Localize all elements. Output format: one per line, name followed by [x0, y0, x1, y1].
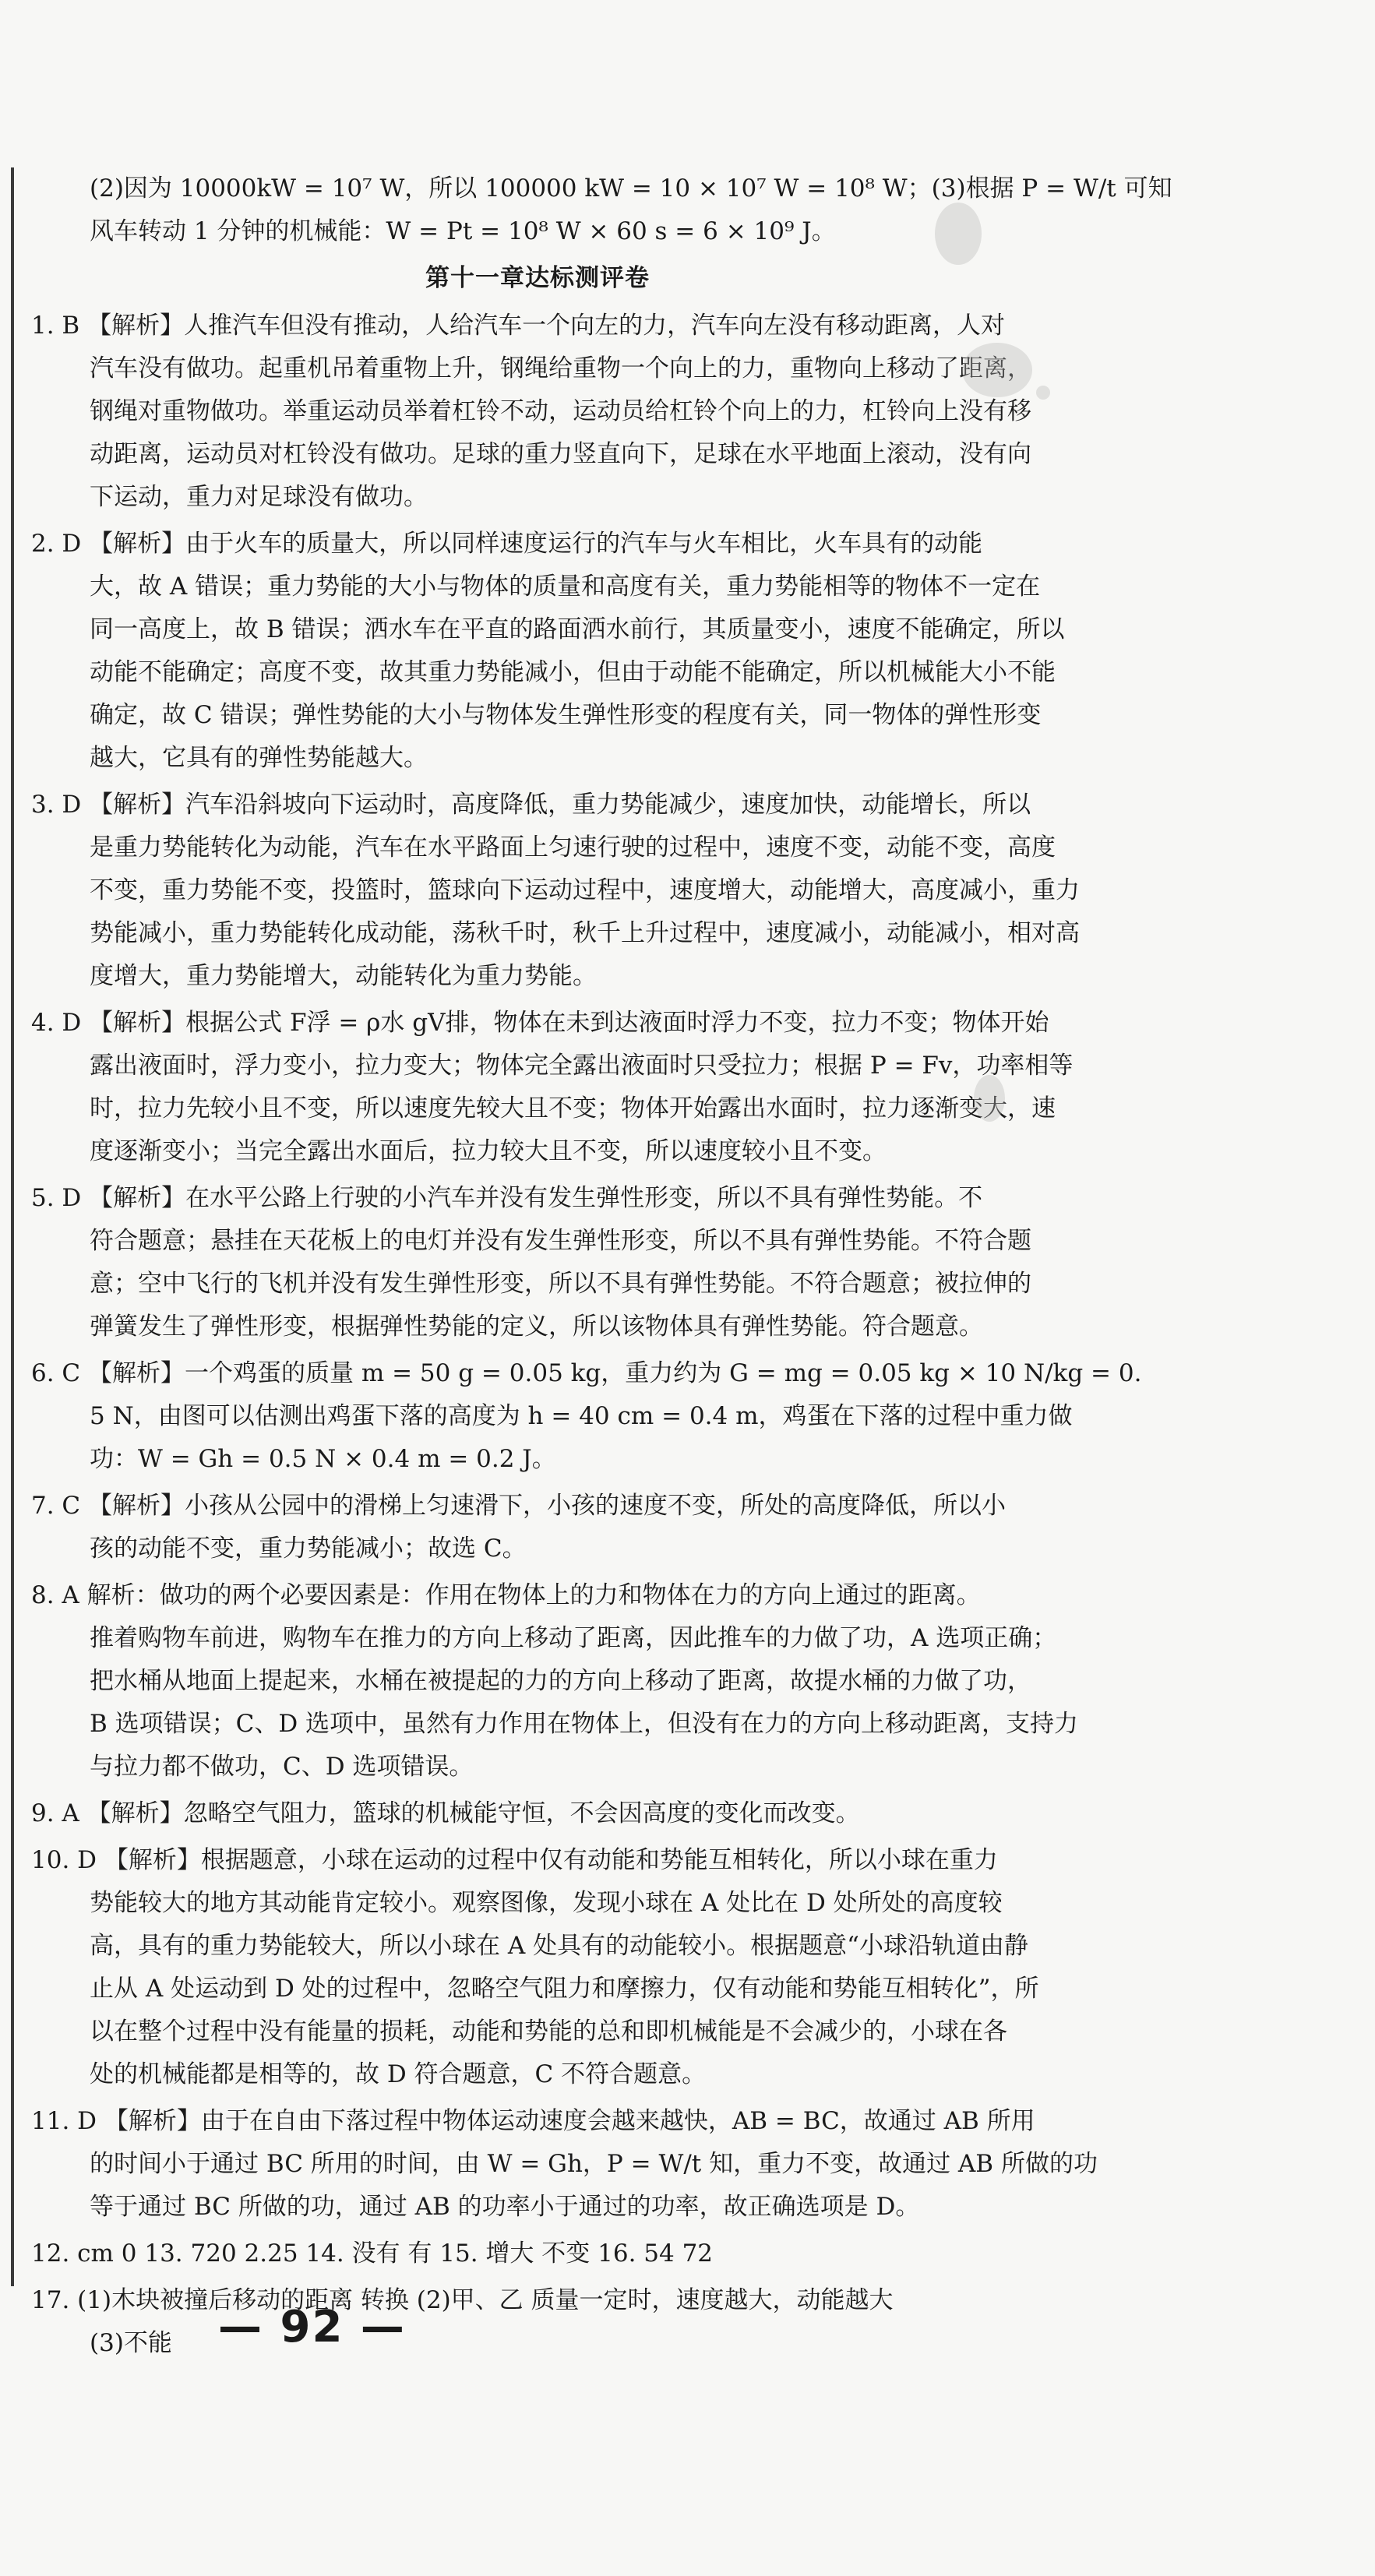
text-line: 处的机械能都是相等的，故 D 符合题意，C 不符合题意。: [90, 2060, 707, 2088]
scan-smudge: [974, 1075, 1005, 1122]
text-line: 把水桶从地面上提起来，水桶在被提起的力的方向上移动了距离，故提水桶的力做了功，: [90, 1667, 1031, 1695]
answer-11: [31, 2100, 1098, 2229]
text-line: 功：W = Gh = 0.5 N × 0.4 m = 0.2 J。: [90, 1445, 556, 1473]
answer-1: [31, 305, 1044, 519]
text-line: 8. A 解析：做功的两个必要因素是：作用在物体上的力和物体在力的方向上通过的距离。: [31, 1581, 981, 1609]
scan-smudge: [1036, 386, 1050, 400]
text-line: 下运动，重力对足球没有做功。: [90, 483, 428, 511]
text-line: (3)不能: [90, 2329, 172, 2357]
text-line: 度增大，重力势能增大，动能转化为重力势能。: [90, 962, 597, 990]
text-line: 9. A 【解析】忽略空气阻力，篮球的机械能守恒，不会因高度的变化而改变。: [31, 1799, 860, 1827]
text-line: 与拉力都不做功，C、D 选项错误。: [90, 1753, 474, 1781]
text-line: 等于通过 BC 所做的功，通过 AB 的功率小于通过的功率，故正确选项是 D。: [90, 2193, 920, 2221]
answer-7: [31, 1485, 1044, 1570]
text-line: 5 N，由图可以估测出鸡蛋下落的高度为 h = 40 cm = 0.4 m，鸡蛋在下落的过程中重力做: [90, 1402, 1073, 1430]
text-line: 汽车没有做功。起重机吊着重物上升，钢绳给重物一个向上的力，重物向上移动了距离，: [90, 354, 1031, 382]
text-line: 动能不能确定；高度不变，故其重力势能减小，但由于动能不能确定，所以机械能大小不能: [90, 658, 1056, 686]
answer-4: [31, 1002, 1074, 1173]
text-line: 确定，故 C 错误；弹性势能的大小与物体发生弹性形变的程度有关，同一物体的弹性形变: [90, 701, 1042, 729]
text-line: 时，拉力先较小且不变，所以速度先较大且不变；物体开始露出水面时，拉力逐渐变大，速: [90, 1094, 1056, 1122]
text-line: 露出液面时，浮力变小，拉力变大；物体完全露出液面时只受拉力；根据 P = Fv，功率相等: [90, 1052, 1074, 1080]
text-line: 意；空中飞行的飞机并没有发生弹性形变，所以不具有弹性势能。不符合题意；被拉伸的: [90, 1270, 1031, 1298]
answer-5: [31, 1177, 1044, 1348]
text-line: 推着购物车前进，购物车在推力的方向上移动了距离，因此推车的力做了功，A 选项正确；: [90, 1624, 1057, 1652]
answer-17: [31, 2279, 1044, 2365]
answer-9: [31, 1792, 1044, 1835]
text-line: 势能减小，重力势能转化成动能，荡秋千时，秋千上升过程中，速度减小，动能减小，相对高: [90, 919, 1080, 947]
text-line: 7. C 【解析】小孩从公园中的滑梯上匀速滑下，小孩的速度不变，所处的高度降低，所以小: [31, 1492, 1007, 1520]
text-line: 是重力势能转化为动能，汽车在水平路面上匀速行驶的过程中，速度不变，动能不变，高度: [90, 833, 1056, 862]
text-line: B 选项错误；C、D 选项中，虽然有力作用在物体上，但没有在力的方向上移动距离，支持力: [90, 1710, 1079, 1738]
text-line: 高，具有的重力势能较大，所以小球在 A 处具有的动能较小。根据题意“小球沿轨道由静: [90, 1932, 1028, 1960]
text-line: 度逐渐变小；当完全露出水面后，拉力较大且不变，所以速度较小且不变。: [90, 1137, 887, 1165]
text-line: 符合题意；悬挂在天花板上的电灯并没有发生弹性形变，所以不具有弹性势能。不符合题: [90, 1227, 1031, 1255]
text-line: 以在整个过程中没有能量的损耗，动能和势能的总和即机械能是不会减少的，小球在各: [90, 2017, 1007, 2046]
text-line: 同一高度上，故 B 错误；洒水车在平直的路面洒水前行，其质量变小，速度不能确定，所以: [90, 615, 1065, 643]
answers-12-16: [31, 2232, 1044, 2275]
text-line: 6. C 【解析】一个鸡蛋的质量 m = 50 g = 0.05 kg，重力约为 G = mg = 0.05 kg × 10 N/kg = 0.: [31, 1359, 1142, 1387]
text-line: 钢绳对重物做功。举重运动员举着杠铃不动，运动员给杠铃个向上的力，杠铃向上没有移: [90, 397, 1031, 425]
text-line: 势能较大的地方其动能肯定较小。观察图像，发现小球在 A 处比在 D 处所处的高度较: [90, 1889, 1003, 1917]
text-line: 12. cm 0 13. 720 2.25 14. 没有 有 15. 增大 不变 16. 54 72: [31, 2239, 714, 2268]
text-line: 动距离，运动员对杠铃没有做功。足球的重力竖直向下，足球在水平地面上滚动，没有向: [90, 440, 1031, 468]
text-line: 4. D 【解析】根据公式 F浮 = ρ水 gV排，物体在未到达液面时浮力不变，拉力不变；物体开始: [31, 1009, 1049, 1037]
text-line: (2)因为 10000kW = 10⁷ W，所以 100000 kW = 10 × 10⁷ W = 10⁸ W；(3)根据 P = W/t 可知: [90, 174, 1172, 203]
text-line: 孩的动能不变，重力势能减小；故选 C。: [90, 1535, 527, 1563]
answer-8: [31, 1574, 1079, 1788]
answer-content: [31, 167, 1172, 2369]
text-line: 3. D 【解析】汽车沿斜坡向下运动时，高度降低，重力势能减少，速度加快，动能增长，所以: [31, 791, 1031, 819]
text-line: 10. D 【解析】根据题意，小球在运动的过程中仅有动能和势能互相转化，所以小球在重力: [31, 1846, 998, 1874]
intro-paragraph: [31, 167, 1172, 253]
text-line: 2. D 【解析】由于火车的质量大，所以同样速度运行的汽车与火车相比，火车具有的动能: [31, 530, 983, 558]
scan-smudge: [935, 203, 982, 265]
answer-10: [31, 1839, 1044, 2096]
page-number: — 92 —: [218, 2302, 406, 2352]
text-line: 5. D 【解析】在水平公路上行驶的小汽车并没有发生弹性形变，所以不具有弹性势能。不: [31, 1184, 983, 1212]
text-line: 越大，它具有的弹性势能越大。: [90, 744, 428, 772]
answer-2: [31, 523, 1065, 780]
section-title: 第十一章达标测评卷: [425, 264, 650, 292]
text-line: 弹簧发生了弹性形变，根据弹性势能的定义，所以该物体具有弹性势能。符合题意。: [90, 1313, 983, 1341]
answer-3: [31, 784, 1080, 998]
text-line: 11. D 【解析】由于在自由下落过程中物体运动速度会越来越快，AB = BC，故通过 AB 所用: [31, 2107, 1035, 2135]
scan-smudge: [962, 343, 1032, 397]
text-line: 风车转动 1 分钟的机械能：W = Pt = 10⁸ W × 60 s = 6 × 10⁹ J。: [90, 217, 836, 245]
text-line: 的时间小于通过 BC 所用的时间，由 W = Gh，P = W/t 知，重力不变，故通过 AB 所做的功: [90, 2150, 1098, 2178]
text-line: 止从 A 处运动到 D 处的过程中，忽略空气阻力和摩擦力，仅有动能和势能互相转化”，所: [90, 1975, 1039, 2003]
margin-rule: [11, 167, 14, 2286]
text-line: 大，故 A 错误；重力势能的大小与物体的质量和高度有关，重力势能相等的物体不一定在: [90, 573, 1041, 601]
answer-6: [31, 1352, 1142, 1481]
text-line: 17. (1)木块被撞后移动的距离 转换 (2)甲、乙 质量一定时，速度越大，动能越大: [31, 2286, 894, 2314]
text-line: 不变，重力势能不变，投篮时，篮球向下运动过程中，速度增大，动能增大，高度减小，重力: [90, 876, 1080, 904]
text-line: 1. B 【解析】人推汽车但没有推动，人给汽车一个向左的力，汽车向左没有移动距离，人对: [31, 312, 1006, 340]
